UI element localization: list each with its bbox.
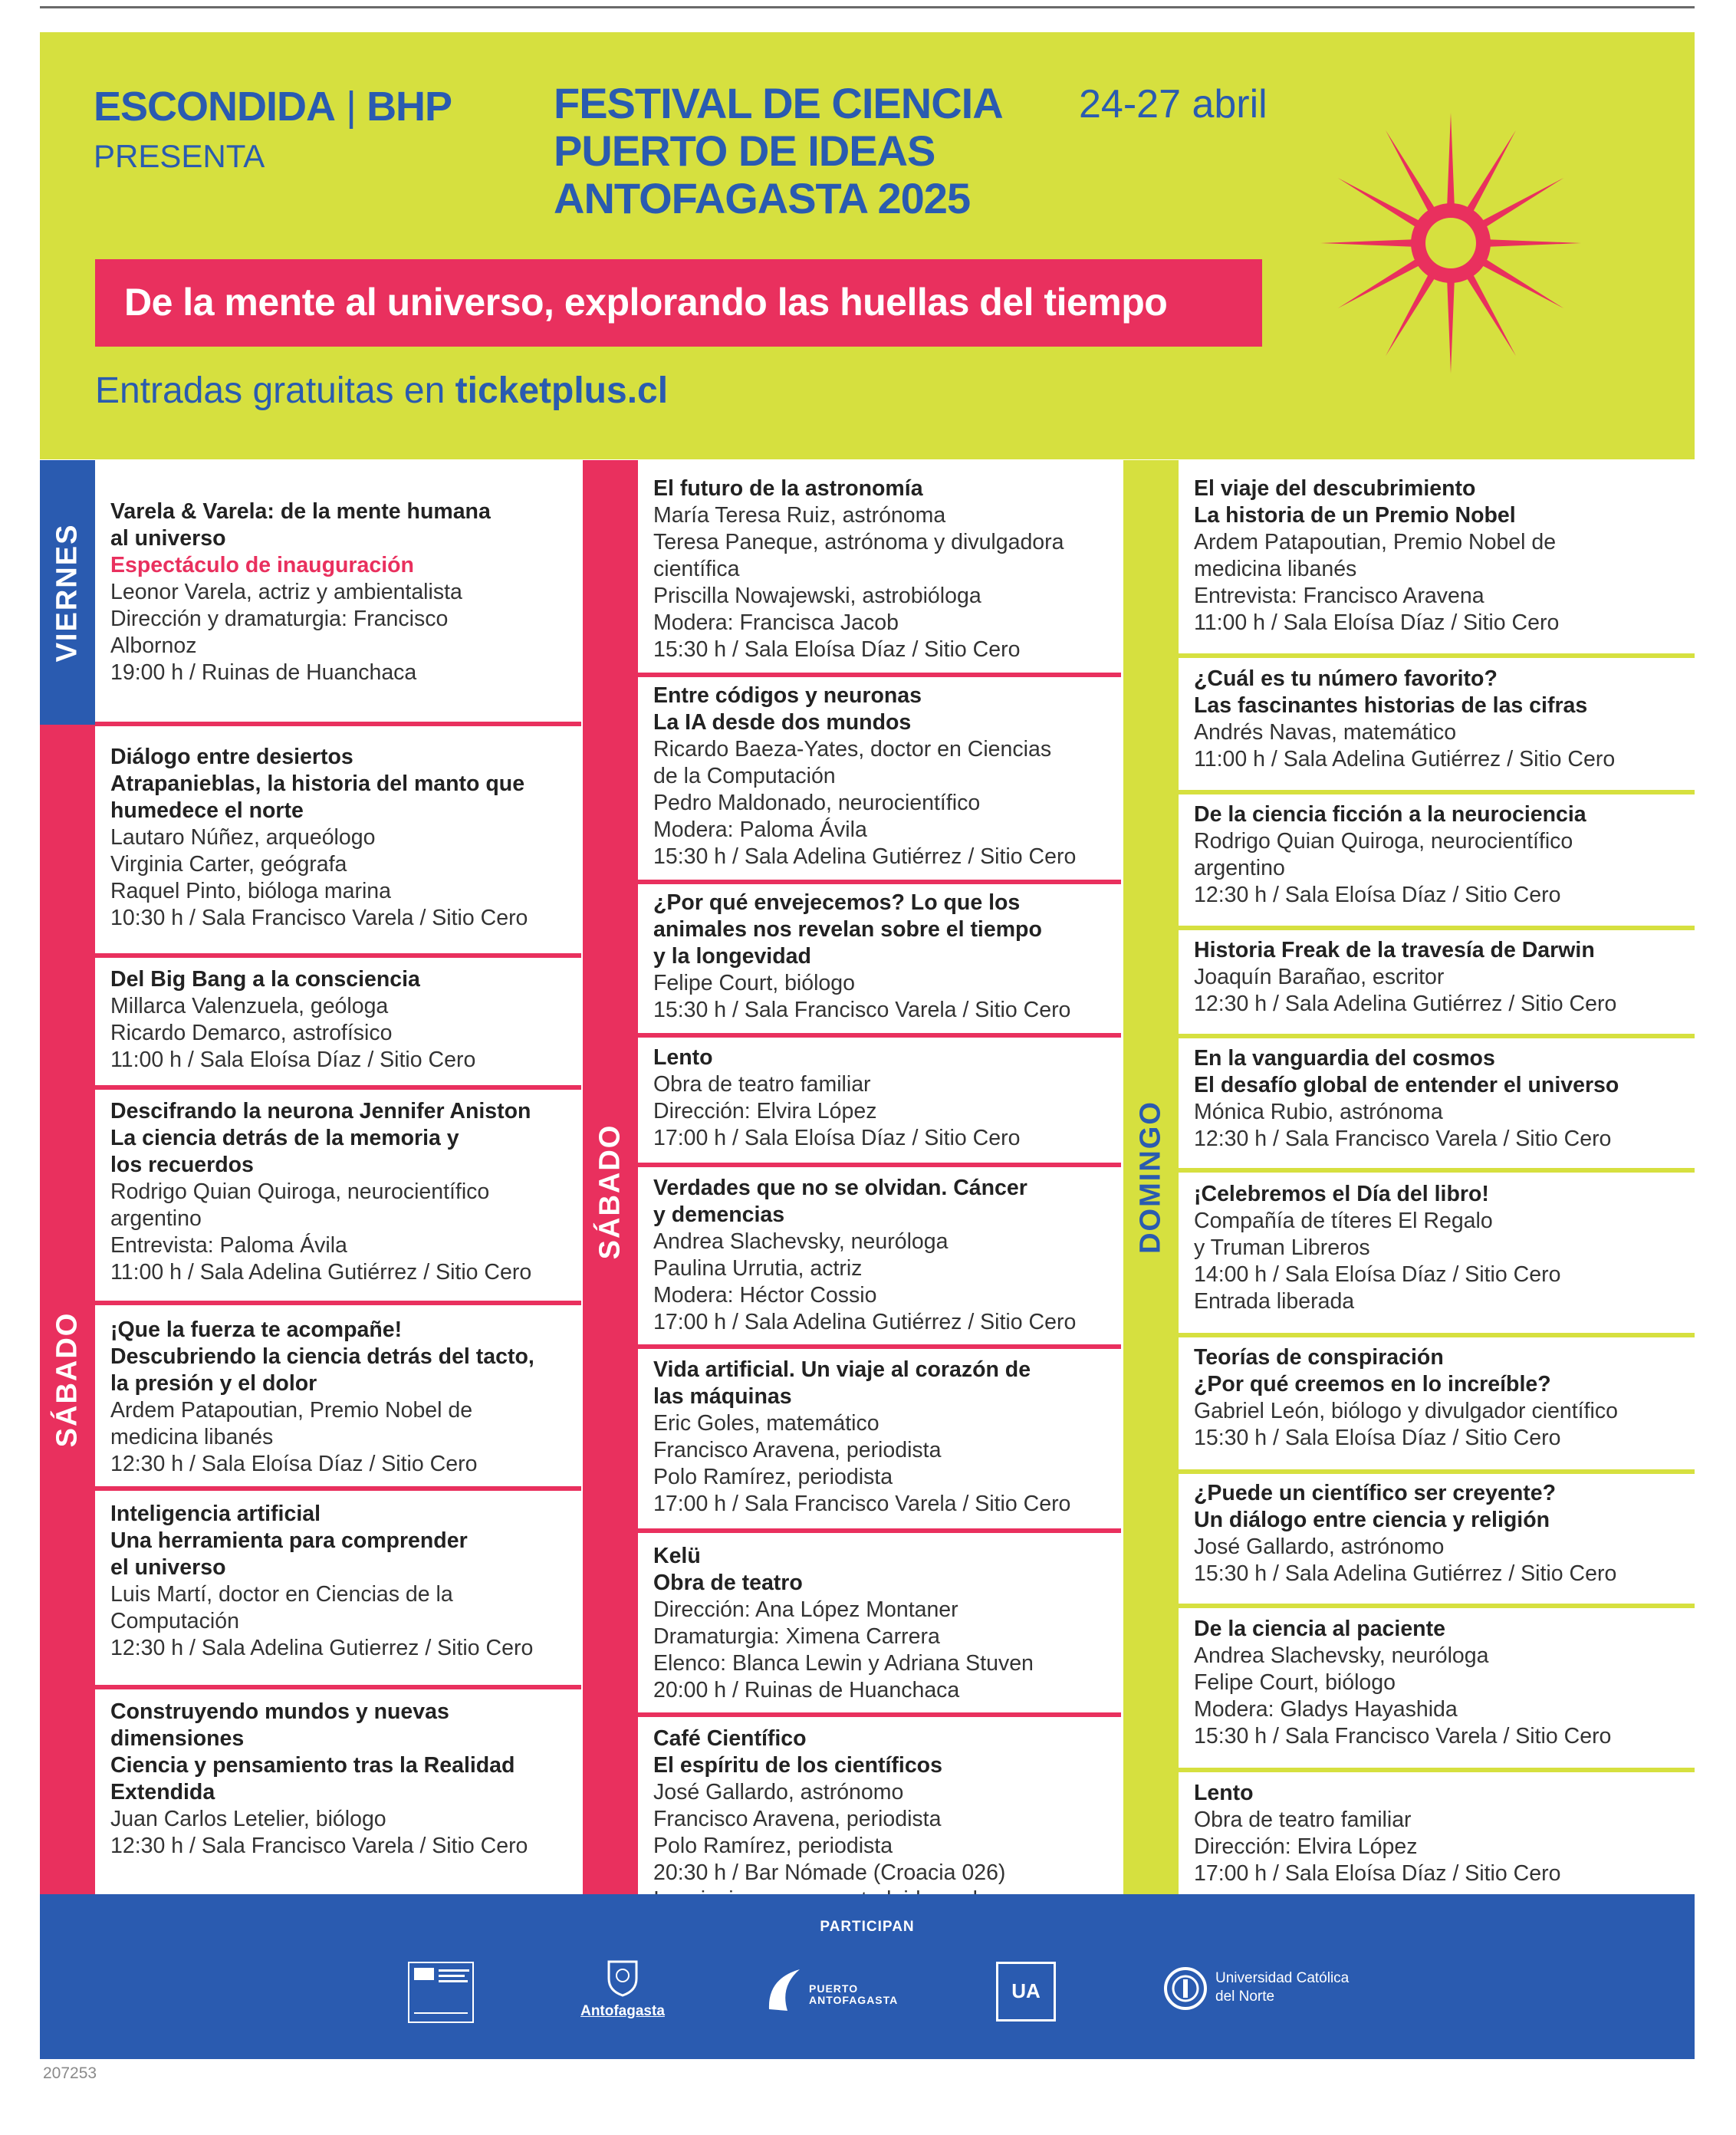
- festival-dates: 24-27 abril: [1079, 82, 1267, 127]
- event-detail: 12:30 h / Sala Eloísa Díaz / Sitio Cero: [110, 1452, 478, 1476]
- escondida-brand: ESCONDIDA: [94, 84, 336, 130]
- event-detail: Modera: Héctor Cossio: [653, 1283, 877, 1308]
- event-title: Entre códigos y neuronas: [653, 683, 922, 708]
- event-detail: Dramaturgia: Ximena Carrera: [653, 1624, 940, 1649]
- event-detail: Modera: Gladys Hayashida: [1194, 1697, 1458, 1722]
- event-divider: [1179, 1168, 1695, 1173]
- event-detail: Lautaro Núñez, arqueólogo: [110, 825, 376, 850]
- star-ray: [1462, 268, 1516, 356]
- event-item: [1179, 1616, 1695, 1750]
- tagline-banner: [95, 259, 1262, 347]
- event-item: [95, 1699, 581, 1860]
- event-detail: científica: [653, 557, 740, 581]
- event-detail: José Gallardo, astrónomo: [653, 1780, 904, 1804]
- event-title: Descifrando la neurona Jennifer Aniston: [110, 1099, 531, 1123]
- logo-label: Universidad Católica del Norte: [1215, 1970, 1350, 2005]
- event-detail: de la Computación: [653, 764, 836, 788]
- event-detail: Andrés Navas, matemático: [1194, 720, 1457, 745]
- event-item: [638, 1044, 1121, 1152]
- tickets-info: [95, 370, 668, 412]
- star-ray: [1475, 178, 1563, 232]
- event-detail: Felipe Court, biólogo: [1194, 1670, 1396, 1695]
- sponsor-logos: [94, 83, 452, 130]
- event-detail: 20:30 h / Bar Nómade (Croacia 026): [653, 1860, 1006, 1885]
- star-ray: [1447, 274, 1455, 373]
- event-detail: Francisco Aravena, periodista: [653, 1807, 942, 1831]
- antofagasta-municipal-logo: [577, 1957, 669, 2034]
- event-detail: Joaquín Barañao, escritor: [1194, 965, 1445, 989]
- event-detail: 11:00 h / Sala Eloísa Díaz / Sitio Cero: [110, 1048, 476, 1072]
- star-ray: [1462, 130, 1516, 219]
- event-detail: 17:00 h / Sala Eloísa Díaz / Sitio Cero: [1194, 1861, 1561, 1886]
- document-code: 207253: [43, 2064, 97, 2082]
- event-detail: 12:30 h / Sala Francisco Varela / Sitio Cero: [1194, 1127, 1612, 1151]
- event-title: El espíritu de los científicos: [653, 1753, 942, 1778]
- event-title: Extendida: [110, 1780, 215, 1804]
- schedule-column-3: [1123, 460, 1695, 1894]
- event-item: [95, 1317, 581, 1478]
- event-detail: Rodrigo Quian Quiroga, neurocientífico: [1194, 829, 1573, 854]
- day-tab-viernes: [40, 460, 95, 725]
- event-detail: Juan Carlos Letelier, biólogo: [110, 1807, 386, 1831]
- event-title: Lento: [653, 1045, 713, 1070]
- event-detail: Teresa Paneque, astrónoma y divulgadora: [653, 530, 1064, 554]
- event-title: dimensiones: [110, 1726, 245, 1751]
- ministerio-ciencia-logo: [408, 1962, 474, 2023]
- logo-label: Antofagasta: [580, 2003, 665, 2019]
- event-divider: [638, 673, 1121, 677]
- event-detail: Rodrigo Quian Quiroga, neurocientífico: [110, 1179, 490, 1204]
- event-title: Ciencia y pensamiento tras la Realidad: [110, 1753, 515, 1778]
- top-rule: [40, 6, 1695, 8]
- event-detail: Andrea Slachevsky, neuróloga: [1194, 1643, 1489, 1668]
- event-detail: Ardem Patapoutian, Premio Nobel de: [110, 1398, 473, 1423]
- event-divider: [1179, 1034, 1695, 1038]
- event-title: Verdades que no se olvidan. Cáncer: [653, 1176, 1027, 1200]
- event-detail: 15:30 h / Sala Francisco Varela / Sitio Cero: [1194, 1724, 1612, 1748]
- event-detail: 12:30 h / Sala Eloísa Díaz / Sitio Cero: [1194, 883, 1561, 907]
- participants-footer: [40, 1894, 1695, 2059]
- event-title: ¿Puede un científico ser creyente?: [1194, 1481, 1556, 1505]
- event-detail: Pedro Maldonado, neurocientífico: [653, 791, 981, 815]
- event-divider: [1179, 653, 1695, 658]
- event-title: Teorías de conspiración: [1194, 1345, 1444, 1370]
- ucn-logo: [1163, 1963, 1363, 2017]
- ucn-seal-icon: [1163, 1966, 1208, 2011]
- event-detail: 17:00 h / Sala Eloísa Díaz / Sitio Cero: [653, 1126, 1021, 1150]
- event-item: [638, 1543, 1121, 1704]
- tagline-text: De la mente al universo, explorando las huellas del tiempo: [124, 281, 1168, 324]
- event-title: humedece el norte: [110, 798, 304, 823]
- event-item: [638, 475, 1121, 663]
- event-detail: Priscilla Nowajewski, astrobióloga: [653, 584, 981, 608]
- event-divider: [638, 1712, 1121, 1717]
- event-detail: 17:00 h / Sala Francisco Varela / Sitio Cero: [653, 1492, 1071, 1516]
- event-item: [95, 498, 581, 686]
- event-detail: Leonor Varela, actriz y ambientalista: [110, 580, 462, 604]
- star-ray: [1386, 268, 1439, 356]
- star-ray: [1447, 113, 1455, 212]
- event-title: Construyendo mundos y nuevas: [110, 1699, 449, 1724]
- event-detail: 15:30 h / Sala Adelina Gutiérrez / Sitio Cero: [1194, 1561, 1617, 1586]
- event-item: [95, 744, 581, 932]
- event-title: ¡Celebremos el Día del libro!: [1194, 1182, 1489, 1206]
- bhp-brand: BHP: [367, 84, 452, 130]
- event-detail: 11:00 h / Sala Eloísa Díaz / Sitio Cero: [1194, 610, 1560, 635]
- event-divider: [95, 1685, 581, 1689]
- event-detail: 17:00 h / Sala Adelina Gutiérrez / Sitio Cero: [653, 1310, 1077, 1334]
- event-detail: José Gallardo, astrónomo: [1194, 1535, 1445, 1559]
- event-divider: [1179, 926, 1695, 930]
- event-title: ¿Cuál es tu número favorito?: [1194, 666, 1498, 691]
- event-detail: Millarca Valenzuela, geóloga: [110, 994, 389, 1018]
- event-divider: [95, 1301, 581, 1305]
- festival-title-line: PUERTO DE IDEAS: [554, 127, 935, 175]
- schedule-column-1: [40, 460, 581, 1894]
- event-item: [1179, 1045, 1695, 1153]
- event-title: la presión y el dolor: [110, 1371, 317, 1396]
- event-detail: Entrada liberada: [1194, 1289, 1355, 1314]
- event-detail: Dirección: Ana López Montaner: [653, 1597, 958, 1622]
- event-title: ¡Que la fuerza te acompañe!: [110, 1318, 403, 1342]
- day-tab-sabado: [583, 460, 638, 1894]
- tickets-link[interactable]: ticketplus.cl: [455, 370, 669, 411]
- event-title: ¿Por qué creemos en lo increíble?: [1194, 1372, 1551, 1396]
- coat-of-arms-icon: [606, 1957, 639, 1997]
- event-detail: Entrevista: Francisco Aravena: [1194, 584, 1484, 608]
- event-title: La historia de un Premio Nobel: [1194, 503, 1516, 528]
- event-detail: Dirección: Elvira López: [1194, 1834, 1418, 1859]
- event-detail: Virginia Carter, geógrafa: [110, 852, 347, 877]
- event-title: Atrapanieblas, la historia del manto que: [110, 771, 525, 796]
- event-detail: 12:30 h / Sala Francisco Varela / Sitio Cero: [110, 1834, 528, 1858]
- event-title: Café Científico: [653, 1726, 807, 1751]
- event-title: al universo: [110, 526, 226, 551]
- star-ray: [1338, 255, 1426, 308]
- event-detail: 14:00 h / Sala Eloísa Díaz / Sitio Cero: [1194, 1262, 1561, 1287]
- event-item: [1179, 666, 1695, 773]
- event-title: Lento: [1194, 1781, 1254, 1805]
- event-detail: Computación: [110, 1609, 239, 1633]
- event-detail: Ardem Patapoutian, Premio Nobel de: [1194, 530, 1557, 554]
- star-ray: [1475, 255, 1563, 308]
- event-title: Vida artificial. Un viaje al corazón de: [653, 1357, 1031, 1382]
- event-divider: [1179, 1768, 1695, 1772]
- event-detail: Paulina Urrutia, actriz: [653, 1256, 863, 1281]
- event-detail: Modera: Francisca Jacob: [653, 610, 899, 635]
- event-detail: Andrea Slachevsky, neuróloga: [653, 1229, 949, 1254]
- event-detail: Raquel Pinto, bióloga marina: [110, 879, 391, 903]
- event-detail: argentino: [110, 1206, 202, 1231]
- event-divider: [95, 1085, 581, 1090]
- event-title: De la ciencia ficción a la neurociencia: [1194, 802, 1586, 827]
- event-item: [95, 1501, 581, 1662]
- ua-logo: [996, 1962, 1056, 2022]
- event-title: Kelü: [653, 1544, 701, 1568]
- event-title: En la vanguardia del cosmos: [1194, 1046, 1495, 1071]
- event-item: [638, 1357, 1121, 1518]
- event-item: [638, 683, 1121, 870]
- event-detail: 15:30 h / Sala Eloísa Díaz / Sitio Cero: [653, 637, 1021, 662]
- event-detail: Entrevista: Paloma Ávila: [110, 1233, 347, 1258]
- event-divider: [95, 722, 581, 726]
- event-item: [1179, 937, 1695, 1018]
- event-divider: [638, 1033, 1121, 1038]
- event-item: [1179, 801, 1695, 909]
- event-title: Las fascinantes historias de las cifras: [1194, 693, 1588, 718]
- logo-label: UA: [1011, 1979, 1041, 2002]
- event-detail: 20:00 h / Ruinas de Huanchaca: [653, 1678, 960, 1702]
- festival-title-line: FESTIVAL DE CIENCIA: [554, 79, 1003, 127]
- festival-title: [554, 80, 1003, 222]
- event-title: y demencias: [653, 1202, 785, 1227]
- tickets-prefix: Entradas gratuitas en: [95, 370, 446, 411]
- event-detail: medicina libanés: [1194, 557, 1357, 581]
- event-detail: 10:30 h / Sala Francisco Varela / Sitio Cero: [110, 906, 528, 930]
- event-detail: Dirección: Elvira López: [653, 1099, 877, 1123]
- day-tab-label: VIERNES: [51, 523, 84, 662]
- event-title: Varela & Varela: de la mente humana: [110, 499, 491, 524]
- event-detail: 11:00 h / Sala Adelina Gutiérrez / Sitio Cero: [110, 1260, 532, 1285]
- star-burst-icon: [1313, 82, 1589, 389]
- event-title: La IA desde dos mundos: [653, 710, 912, 735]
- day-tab-sabado: [40, 725, 95, 1894]
- event-title: los recuerdos: [110, 1153, 254, 1177]
- event-title: El viaje del descubrimiento: [1194, 476, 1476, 501]
- event-divider: [95, 953, 581, 958]
- star-ray: [1386, 130, 1439, 219]
- star-ray: [1338, 178, 1426, 232]
- event-title: Descubriendo la ciencia detrás del tacto,: [110, 1344, 534, 1369]
- event-detail: 12:30 h / Sala Adelina Gutierrez / Sitio Cero: [110, 1636, 534, 1660]
- event-detail: Albornoz: [110, 633, 197, 658]
- event-title: Diálogo entre desiertos: [110, 745, 353, 769]
- event-detail: 12:30 h / Sala Adelina Gutiérrez / Sitio Cero: [1194, 992, 1617, 1016]
- event-detail: Eric Goles, matemático: [653, 1411, 880, 1436]
- event-item: [95, 1098, 581, 1286]
- event-detail: argentino: [1194, 856, 1285, 880]
- event-title: animales nos revelan sobre el tiempo: [653, 917, 1042, 942]
- day-tab-label: DOMINGO: [1134, 1100, 1167, 1254]
- event-item: [95, 966, 581, 1074]
- star-ray: [1320, 239, 1420, 247]
- event-detail: 15:30 h / Sala Adelina Gutiérrez / Sitio Cero: [653, 844, 1077, 869]
- event-title: La ciencia detrás de la memoria y: [110, 1126, 459, 1150]
- event-item: [1179, 475, 1695, 637]
- presenta-label: PRESENTA: [94, 138, 265, 174]
- festival-title-line: ANTOFAGASTA 2025: [554, 174, 971, 222]
- puerto-antofagasta-logo: [764, 1959, 899, 2028]
- event-title: El desafío global de entender el universo: [1194, 1073, 1619, 1097]
- participan-label: PARTICIPAN: [820, 1919, 915, 1935]
- event-detail: 19:00 h / Ruinas de Huanchaca: [110, 660, 417, 685]
- event-title: y la longevidad: [653, 944, 811, 969]
- event-item: [1179, 1181, 1695, 1315]
- event-detail: Felipe Court, biólogo: [653, 971, 855, 995]
- day-tab-label: SÁBADO: [593, 1123, 626, 1260]
- event-detail: Compañía de títeres El Regalo: [1194, 1209, 1493, 1233]
- sponsor-separator: |: [346, 84, 357, 130]
- event-item: [1179, 1344, 1695, 1452]
- star-ray: [1481, 239, 1581, 247]
- event-divider: [638, 1163, 1121, 1167]
- event-detail: Obra de teatro familiar: [653, 1072, 871, 1097]
- schedule-column-2: [583, 460, 1121, 1894]
- event-highlight: Espectáculo de inauguración: [110, 553, 414, 577]
- event-detail: 11:00 h / Sala Adelina Gutiérrez / Sitio Cero: [1194, 747, 1616, 771]
- event-title: De la ciencia al paciente: [1194, 1617, 1445, 1641]
- event-item: [1179, 1780, 1695, 1887]
- event-divider: [638, 1344, 1121, 1349]
- event-detail: 15:30 h / Sala Eloísa Díaz / Sitio Cero: [1194, 1426, 1561, 1450]
- event-detail: Gabriel León, biólogo y divulgador científico: [1194, 1399, 1618, 1423]
- day-tab-label: SÁBADO: [51, 1311, 84, 1448]
- event-detail: Polo Ramírez, periodista: [653, 1465, 893, 1489]
- day-tab-domingo: [1123, 460, 1179, 1894]
- event-item: [638, 1175, 1121, 1336]
- event-title: Del Big Bang a la consciencia: [110, 967, 420, 992]
- event-title: el universo: [110, 1555, 226, 1580]
- event-title: Historia Freak de la travesía de Darwin: [1194, 938, 1595, 962]
- event-divider: [638, 880, 1121, 884]
- event-item: [1179, 1480, 1695, 1587]
- event-detail: María Teresa Ruiz, astrónoma: [653, 503, 946, 528]
- event-divider: [1179, 1469, 1695, 1474]
- event-detail: Ricardo Baeza-Yates, doctor en Ciencias: [653, 737, 1052, 762]
- event-divider: [95, 1486, 581, 1491]
- event-detail: Obra de teatro familiar: [1194, 1808, 1412, 1832]
- event-detail: Modera: Paloma Ávila: [653, 817, 867, 842]
- event-detail: y Truman Libreros: [1194, 1235, 1370, 1260]
- event-detail: medicina libanés: [110, 1425, 274, 1449]
- event-title: Obra de teatro: [653, 1571, 803, 1595]
- event-divider: [638, 1528, 1121, 1533]
- event-title: Inteligencia artificial: [110, 1502, 321, 1526]
- event-divider: [1179, 790, 1695, 794]
- event-item: [638, 890, 1121, 1024]
- event-detail: Elenco: Blanca Lewin y Adriana Stuven: [653, 1651, 1034, 1676]
- event-divider: [1179, 1604, 1695, 1608]
- event-detail: 15:30 h / Sala Francisco Varela / Sitio Cero: [653, 998, 1071, 1022]
- event-divider: [1179, 1333, 1695, 1337]
- festival-header: [40, 32, 1695, 459]
- event-detail: Polo Ramírez, periodista: [653, 1834, 893, 1858]
- event-detail: Mónica Rubio, astrónoma: [1194, 1100, 1443, 1124]
- event-detail: Ricardo Demarco, astrofísico: [110, 1021, 393, 1045]
- event-detail: Francisco Aravena, periodista: [653, 1438, 942, 1462]
- event-title: Una herramienta para comprender: [110, 1528, 468, 1553]
- event-item: [638, 1725, 1121, 1913]
- event-title: ¿Por qué envejecemos? Lo que los: [653, 890, 1021, 915]
- logo-label: PUERTO ANTOFAGASTA: [809, 1982, 899, 2006]
- event-title: las máquinas: [653, 1384, 792, 1409]
- event-detail: Luis Martí, doctor en Ciencias de la: [110, 1582, 453, 1607]
- event-title: El futuro de la astronomía: [653, 476, 923, 501]
- event-title: Un diálogo entre ciencia y religión: [1194, 1508, 1550, 1532]
- event-detail: Dirección y dramaturgia: Francisco: [110, 607, 449, 631]
